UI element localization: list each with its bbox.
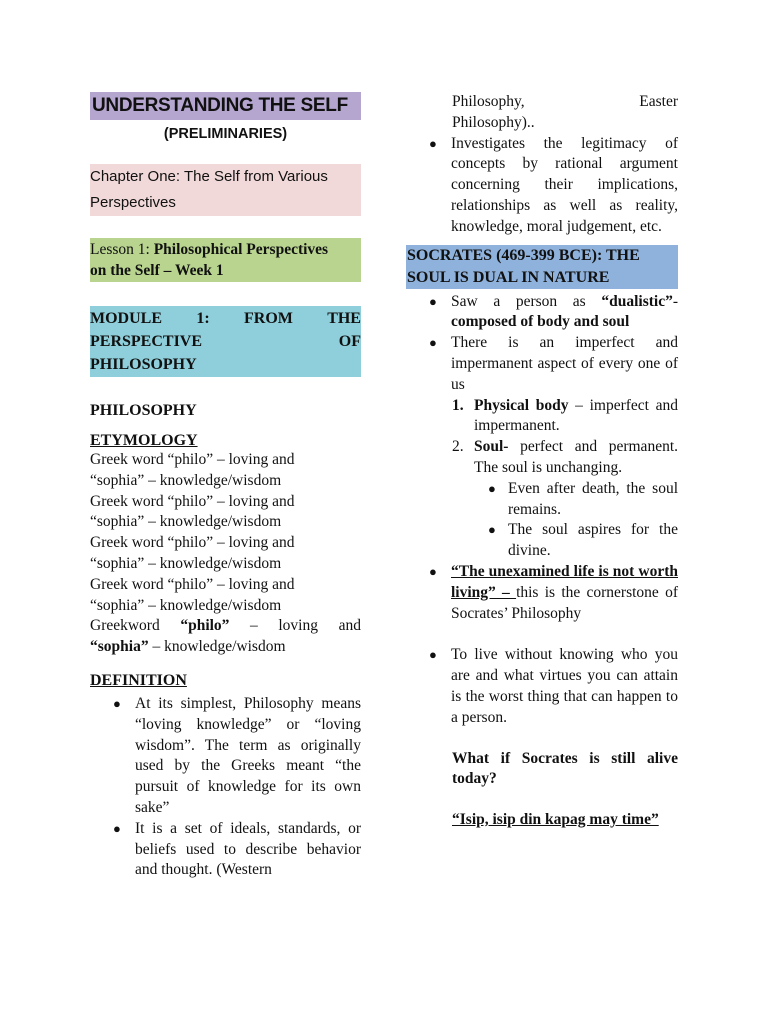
investigates-list [406,134,678,238]
bullet-icon: ● [429,647,437,663]
list-item: 2. Soul- perfect and permanent. The soul is unchanging. ● Even after death, the soul remains. ● The soul aspires for the divine. [474,437,678,562]
lesson-title-1: Philosophical Perspectives [153,241,329,258]
socrates-list [406,292,678,396]
lesson-title-2: on the Self – Week 1 [90,262,224,279]
list-item: ● To live without knowing who you are and what virtues you can attain is the worst thing that can happen to a person. [429,646,678,726]
bullet-icon: ● [488,522,496,538]
list-item: ● It is a set of ideals, standards, or beliefs used to describe behavior and thought. (Western [113,819,361,879]
bullet-icon: ● [429,293,437,309]
list-item: ● “The unexamined life is not worth living” – this is the cornerstone of Socrates’ Philosophy [429,562,678,622]
module-box [90,306,361,377]
socrates-heading: SOCRATES (469-399 BCE): THE SOUL IS DUAL IN NATURE [406,245,678,289]
etymology-text: Greek word “philo” – loving and “sophia” – knowledge/wisdom Greek word “philo” – loving and “sophia” – knowledge/wisdom Greek word “philo” – loving and “sophia” – knowledge/wisdom Greek word “philo” – loving and “sophia” – knowledge/wisdom Greekword “philo” – loving and “sophia” – knowledge/wisdom [90,451,361,656]
chapter-box [90,164,361,216]
module-line-2: PERSPECTIVE OF [90,333,361,350]
continued-text: Philosophy, Easter Philosophy).. [452,93,678,131]
definition-list [90,694,361,881]
question-text: What if Socrates is still alive today? [452,749,678,788]
bullet-icon: ● [488,480,496,496]
list-item: ● Investigates the legitimacy of concepts by rational argument concerning their implications, relationships as well as reality, knowledge, moral judgement, etc. [429,134,678,235]
list-item: ● Saw a person as “dualistic”- composed of body and soul [429,292,678,331]
list-item: ● Even after death, the soul remains. [488,479,678,518]
page-title: UNDERSTANDING THE SELF [90,92,361,120]
etymology-last-line: Greekword “philo” – loving and [90,617,361,635]
quote-list [406,562,678,624]
chapter-line-2: Perspectives [90,194,176,211]
live-list [406,645,678,728]
bullet-icon: ● [429,135,437,151]
bullet-icon: ● [113,695,121,711]
list-item: ● At its simplest, Philosophy means “loving knowledge” or “loving wisdom”. The term as originally used by the Greeks meant “the pursuit of knowledge for its own sake” [113,694,361,816]
bullet-icon: ● [429,563,437,579]
philosophy-heading: PHILOSOPHY [90,402,197,419]
sub-list [474,479,678,562]
final-quote: “Isip, isip din kapag may time” [452,811,659,829]
right-column [406,92,678,831]
etymology-heading: ETYMOLOGY [90,432,198,449]
lesson-box [90,238,361,282]
bullet-icon: ● [113,820,121,836]
list-item: ● The soul aspires for the divine. [488,521,678,560]
lesson-prefix: Lesson 1: [90,241,154,258]
list-item: ● There is an imperfect and impermanent aspect of every one of us [429,334,678,393]
numbered-list [406,396,678,562]
list-item: 1. Physical body – imperfect and impermanent. [452,396,678,435]
module-line-1: MODULE 1: FROM THE [90,310,361,327]
bullet-icon: ● [429,335,437,351]
definition-heading: DEFINITION [90,671,187,689]
page-subtitle: (PRELIMINARIES) [163,126,288,142]
chapter-line-1: Chapter One: The Self from Various [90,168,328,185]
left-column [90,92,361,881]
module-line-3: PHILOSOPHY [90,356,197,373]
